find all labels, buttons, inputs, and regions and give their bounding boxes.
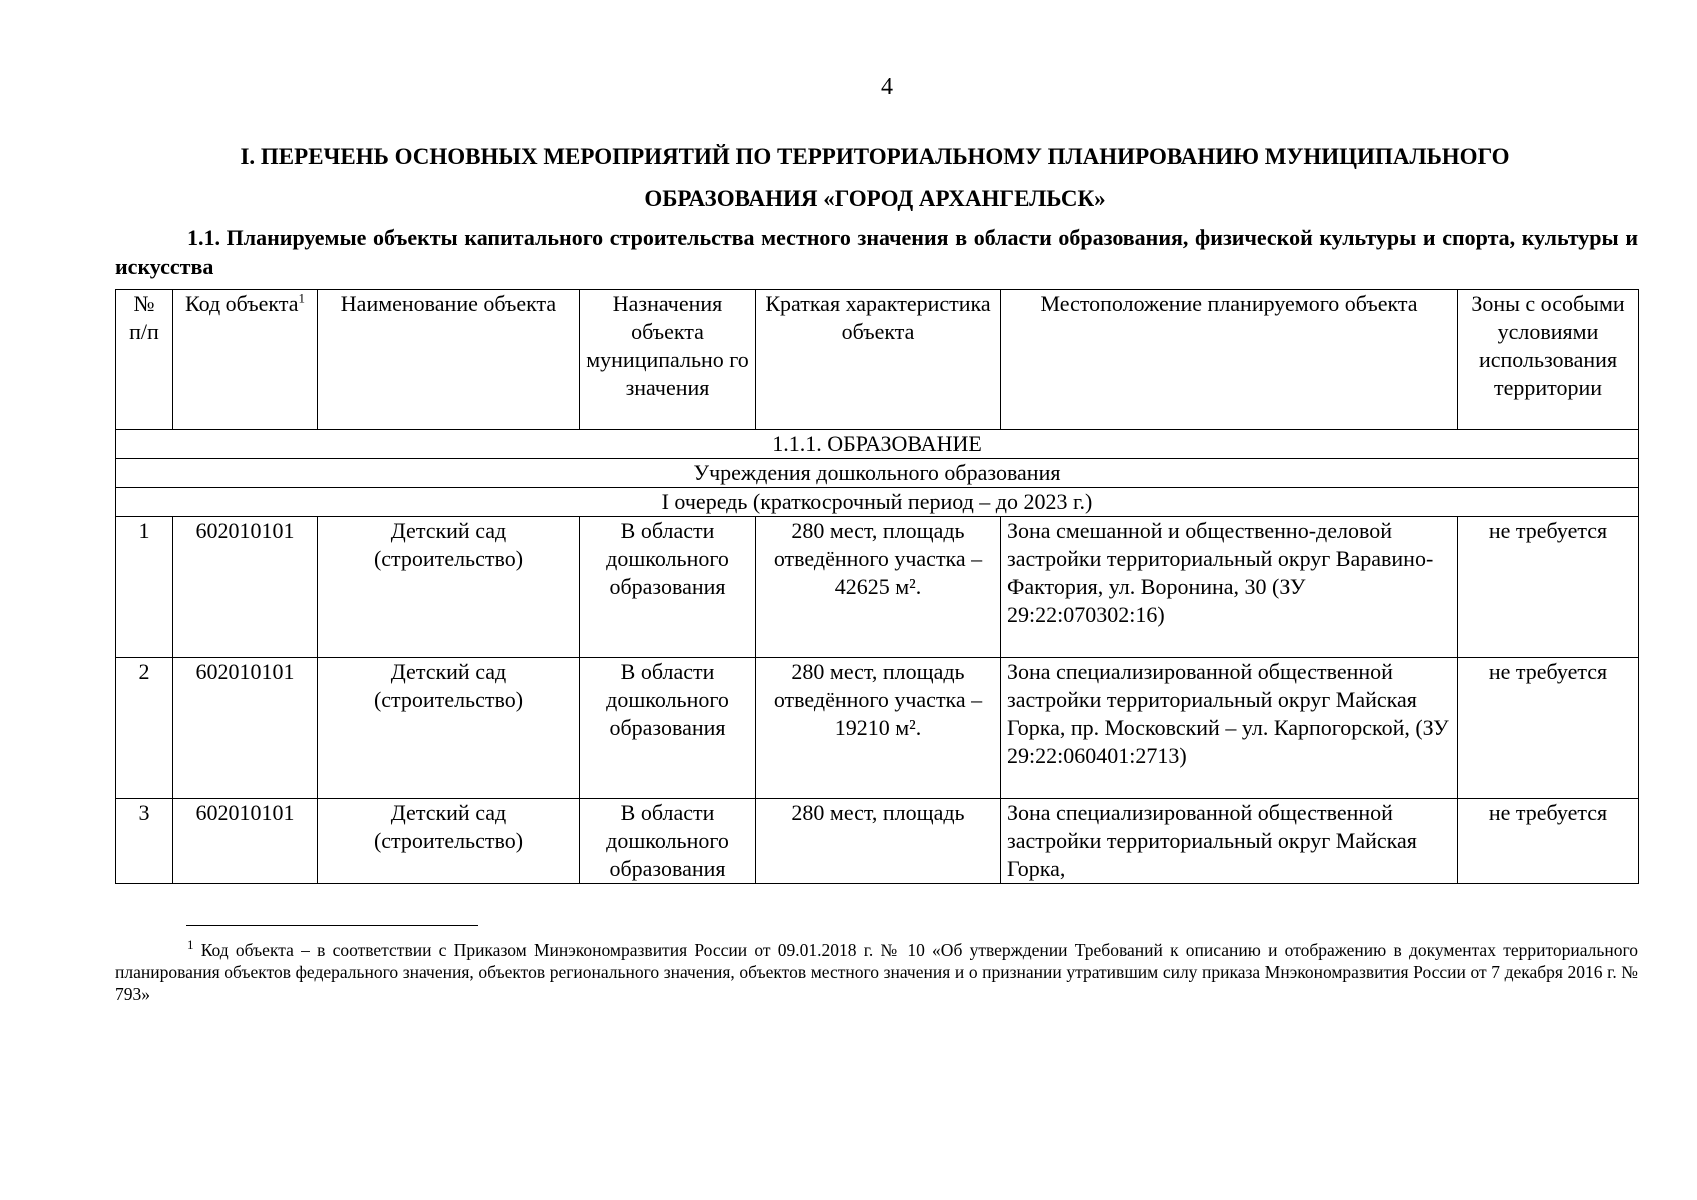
cell-location: Зона специализированной общественной застройки территориальный округ Майская Горка, пр. Московский – ул. Карпогорской, (ЗУ 29:22:060401:2713) (1001, 658, 1458, 799)
cell-name: Детский сад (строительство) (318, 517, 580, 658)
table-header-row (116, 290, 1639, 430)
document-title-line-2: ОБРАЗОВАНИЯ «ГОРОД АРХАНГЕЛЬСК» (644, 186, 1106, 211)
cell-num: 1 (116, 517, 173, 658)
header-name: Наименование объекта (318, 290, 580, 430)
cell-characteristic: 280 мест, площадь (756, 799, 1001, 884)
footnote (115, 939, 1638, 1005)
cell-purpose: В области дошкольного образования (580, 658, 756, 799)
table-row (116, 658, 1639, 799)
cell-zones: не требуется (1458, 658, 1639, 799)
cell-code: 602010101 (173, 517, 318, 658)
header-location: Местоположение планируемого объекта (1001, 290, 1458, 430)
document-title (115, 136, 1635, 220)
cell-code: 602010101 (173, 799, 318, 884)
cell-num: 2 (116, 658, 173, 799)
header-code (173, 290, 318, 430)
footnote-mark: 1 (187, 937, 194, 953)
header-code-label: Код объекта (185, 291, 299, 316)
header-zones: Зоны с особыми условиями использования территории (1458, 290, 1639, 430)
cell-location: Зона специализированной общественной застройки территориальный округ Майская Горка, (1001, 799, 1458, 884)
cell-characteristic: 280 мест, площадь отведённого участка – 42625 м². (756, 517, 1001, 658)
header-num: № п/п (116, 290, 173, 430)
cell-characteristic: 280 мест, площадь отведённого участка – 19210 м². (756, 658, 1001, 799)
cell-zones: не требуется (1458, 517, 1639, 658)
cell-name: Детский сад (строительство) (318, 799, 580, 884)
section-title: 1.1. Планируемые объекты капитального строительства местного значения в области образования, физической культуры и спорта, культуры и искусства (115, 225, 1638, 279)
cell-location: Зона смешанной и общественно-деловой застройки территориальный округ Варавино-Фактория, ул. Воронина, 30 (ЗУ 29:22:070302:16) (1001, 517, 1458, 658)
planned-objects-table (115, 289, 1639, 884)
phase-row (116, 488, 1639, 517)
phase-heading: I очередь (краткосрочный период – до 2023 г.) (116, 488, 1639, 517)
page-number: 4 (881, 74, 893, 100)
footnote-separator (186, 925, 478, 926)
cell-name: Детский сад (строительство) (318, 658, 580, 799)
header-purpose: Назначения объекта муниципально го значения (580, 290, 756, 430)
table-row (116, 517, 1639, 658)
document-title-line-1: I. ПЕРЕЧЕНЬ ОСНОВНЫХ МЕРОПРИЯТИЙ ПО ТЕРРИТОРИАЛЬНОМУ ПЛАНИРОВАНИЮ МУНИЦИПАЛЬНОГО (240, 144, 1510, 169)
subsection-heading: 1.1.1. ОБРАЗОВАНИЕ (116, 430, 1639, 459)
cell-zones: не требуется (1458, 799, 1639, 884)
cell-purpose: В области дошкольного образования (580, 799, 756, 884)
footnote-reference: 1 (298, 290, 305, 306)
table-row (116, 799, 1639, 884)
cell-purpose: В области дошкольного образования (580, 517, 756, 658)
header-characteristic: Краткая характеристика объекта (756, 290, 1001, 430)
subsection-row (116, 430, 1639, 459)
cell-num: 3 (116, 799, 173, 884)
group-row (116, 459, 1639, 488)
footnote-text: Код объекта – в соответствии с Приказом Минэкономразвития России от 09.01.2018 г. № 10 «Об утверждении Требований к описанию и отображению в документах территориального планирования объектов федерального значения, объектов регионального значения, объектов местного значения и о признании утратившим силу приказа Мнэкономразвития России от 7 декабря 2016 г. № 793» (115, 940, 1638, 1004)
cell-code: 602010101 (173, 658, 318, 799)
group-heading: Учреждения дошкольного образования (116, 459, 1639, 488)
